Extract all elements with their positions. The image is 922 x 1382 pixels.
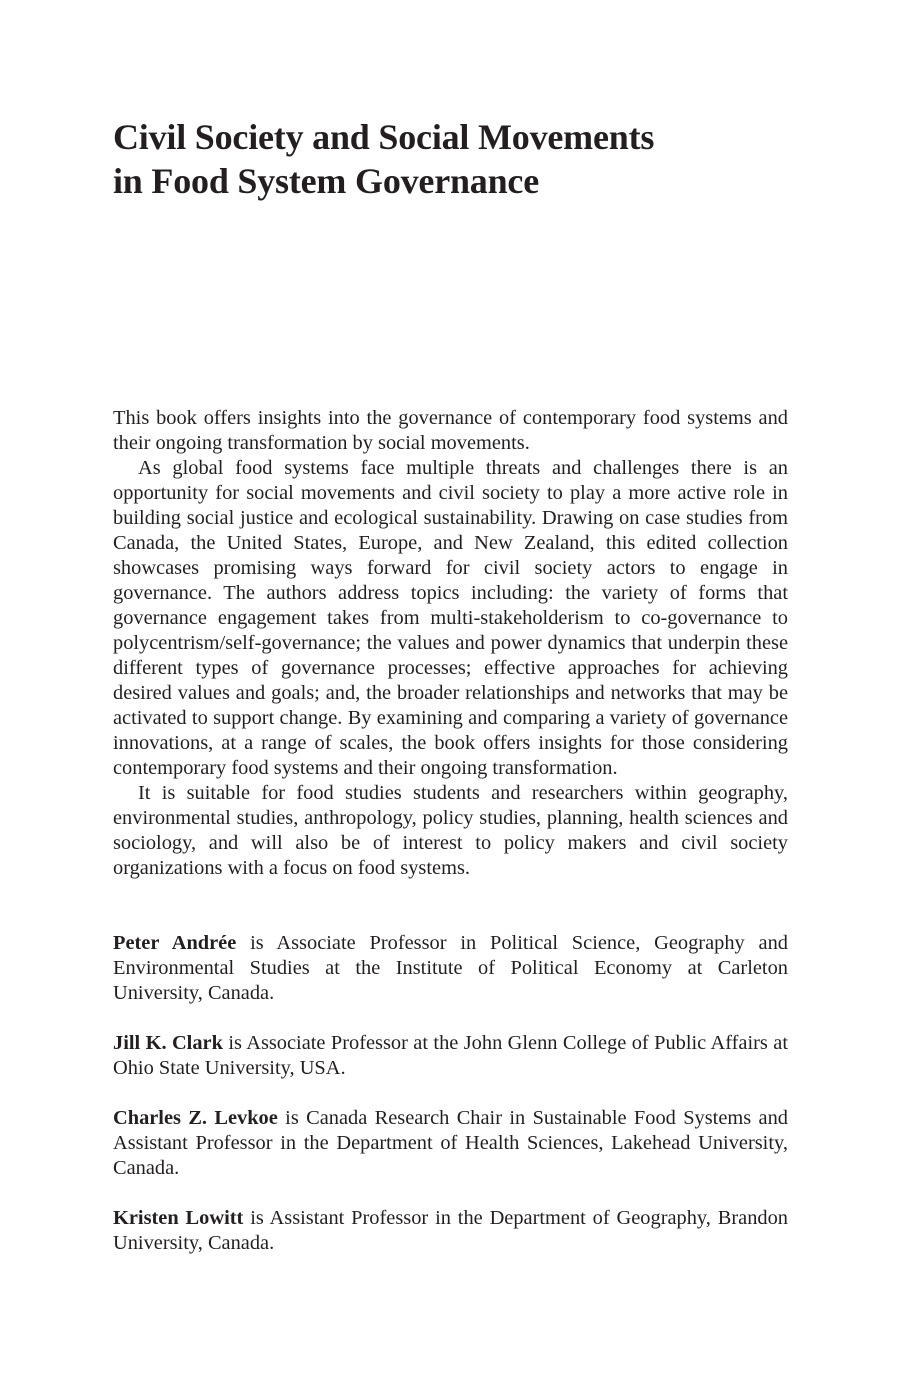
book-page xyxy=(113,0,788,1382)
editor-bio-text: is Assistant Professor in the Department of Geography, Brandon University, Canada. xyxy=(113,1207,788,1254)
editor-bio xyxy=(113,1206,788,1256)
editor-bio xyxy=(113,1031,788,1081)
editor-bios xyxy=(113,931,788,1281)
description-paragraph: This book offers insights into the governance of contemporary food systems and their ongoing transformation by social movements. xyxy=(113,407,788,454)
book-title-line-1: Civil Society and Social Movements xyxy=(113,117,655,157)
book-description xyxy=(113,406,788,881)
editor-bio xyxy=(113,931,788,1006)
editor-bio-text: is Canada Research Chair in Sustainable Food Systems and Assistant Professor in the Department of Health Sciences, Lakehead University, Canada. xyxy=(113,1107,788,1179)
description-paragraph: As global food systems face multiple threats and challenges there is an opportunity for social movements and civil society to play a more active role in building social justice and ecological sustainability. Drawing on case studies from Canada, the United States, Europe, and New Zealand, this edited collection showcases promising ways forward for civil society actors to engage in governance. The authors address topics including: the variety of forms that governance engagement takes from multi-stakeholderism to co-governance to polycentrism/self-governance; the values and power dynamics that underpin these different types of governance processes; effective approaches for achieving desired values and goals; and, the broader relationships and networks that may be activated to support change. By examining and comparing a variety of governance innovations, at a range of scales, the book offers insights for those considering contemporary food systems and their ongoing transformation. xyxy=(113,457,788,779)
editor-bio xyxy=(113,1106,788,1181)
description-paragraph: It is suitable for food studies students and researchers within geography, environmental studies, anthropology, policy studies, planning, health sciences and sociology, and will also be of interest to policy makers and civil society organizations with a focus on food systems. xyxy=(113,782,788,879)
editor-name: Jill K. Clark xyxy=(113,1032,223,1054)
editor-bio-text: is Associate Professor at the John Glenn College of Public Affairs at Ohio State University, USA. xyxy=(113,1032,788,1079)
editor-name: Kristen Lowitt xyxy=(113,1207,244,1229)
book-title-line-2: in Food System Governance xyxy=(113,161,539,201)
editor-name: Peter Andrée xyxy=(113,932,237,954)
editor-name: Charles Z. Levkoe xyxy=(113,1107,278,1129)
book-title xyxy=(113,115,788,203)
editor-bio-text: is Associate Professor in Political Science, Geography and Environmental Studies at the Institute of Political Economy at Carleton University, Canada. xyxy=(113,932,788,1004)
